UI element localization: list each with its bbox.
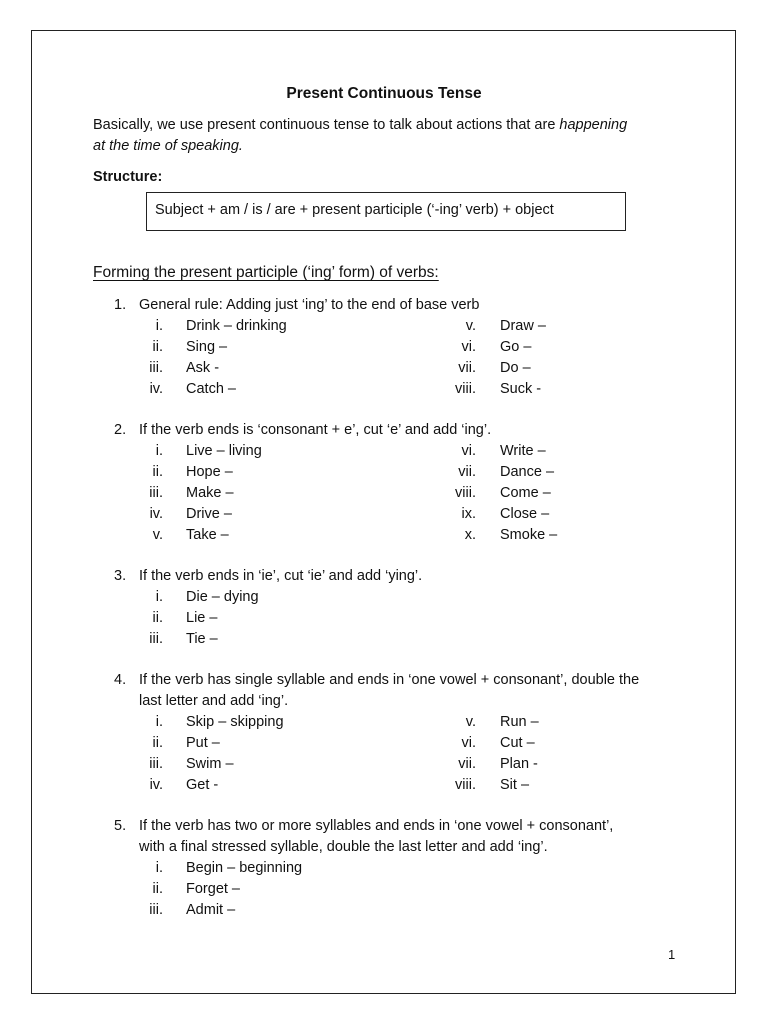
example-item: Do –: [500, 360, 531, 376]
example-numeral: v.: [152, 527, 163, 543]
example-item: Lie –: [186, 610, 218, 626]
structure-formula: Subject + am / is / are + present participle (‘-ing’ verb) + object: [155, 202, 554, 218]
example-item: Come –: [500, 485, 551, 501]
example-numeral: iii.: [149, 756, 163, 772]
example-item: Ask -: [186, 360, 220, 376]
section-heading: Forming the present participle (‘ing’ form) of verbs:: [93, 264, 439, 281]
example-numeral: iv.: [149, 506, 163, 522]
example-item: Suck -: [500, 381, 542, 397]
example-item: Skip – skipping: [186, 714, 284, 730]
example-item: Get -: [186, 777, 219, 793]
rule-text: If the verb ends is ‘consonant + e’, cut ‘e’ and add ‘ing’.: [139, 422, 492, 438]
example-numeral: vii.: [458, 360, 476, 376]
example-item: Run –: [500, 714, 539, 730]
example-numeral: ii.: [152, 735, 163, 751]
intro-text: Basically, we use present continuous tense to talk about actions that are: [93, 117, 560, 133]
example-item: Sing –: [186, 339, 228, 355]
example-numeral: v.: [465, 714, 476, 730]
rule-number: 5.: [114, 818, 127, 834]
example-numeral: viii.: [455, 485, 476, 501]
example-numeral: i.: [155, 589, 163, 605]
example-item: Die – dying: [186, 589, 259, 605]
rule-text: last letter and add ‘ing’.: [139, 693, 289, 709]
example-numeral: i.: [155, 860, 163, 876]
example-item: Tie –: [186, 631, 218, 647]
example-numeral: vii.: [458, 756, 476, 772]
structure-label: Structure:: [93, 169, 163, 185]
example-item: Hope –: [186, 464, 233, 480]
example-numeral: i.: [155, 714, 163, 730]
example-item: Catch –: [186, 381, 236, 397]
example-numeral: iii.: [149, 360, 163, 376]
rule-number: 2.: [114, 422, 127, 438]
example-numeral: vi.: [461, 339, 476, 355]
example-numeral: ii.: [152, 610, 163, 626]
example-numeral: iii.: [149, 631, 163, 647]
example-numeral: viii.: [455, 777, 476, 793]
example-item: Live – living: [186, 443, 262, 459]
example-item: Forget –: [186, 881, 240, 897]
structure-formula-box: [146, 192, 626, 231]
example-numeral: iv.: [149, 777, 163, 793]
example-item: Take –: [186, 527, 229, 543]
example-numeral: iii.: [149, 485, 163, 501]
page-number: 1: [668, 947, 676, 962]
example-item: Put –: [186, 735, 220, 751]
example-numeral: iv.: [149, 381, 163, 397]
example-item: Close –: [500, 506, 550, 522]
rule-text: If the verb ends in ‘ie’, cut ‘ie’ and add ‘ying’.: [139, 568, 423, 584]
intro-emphasis: happening: [559, 117, 628, 133]
example-item: Admit –: [186, 902, 236, 918]
intro-line-2: [93, 138, 243, 154]
rule-text: If the verb has single syllable and ends in ‘one vowel + consonant’, double the: [139, 672, 640, 688]
rule-text: If the verb has two or more syllables and ends in ‘one vowel + consonant’,: [139, 818, 614, 834]
example-numeral: iii.: [149, 902, 163, 918]
example-item: Swim –: [186, 756, 234, 772]
example-numeral: i.: [155, 443, 163, 459]
example-item: Drive –: [186, 506, 232, 522]
example-item: Begin – beginning: [186, 860, 303, 876]
rule-number: 1.: [114, 297, 127, 313]
example-item: Plan -: [500, 756, 538, 772]
example-numeral: x.: [464, 527, 476, 543]
rule-number: 3.: [114, 568, 127, 584]
example-numeral: vii.: [458, 464, 476, 480]
example-numeral: vi.: [461, 735, 476, 751]
example-numeral: v.: [465, 318, 476, 334]
example-numeral: ix.: [461, 506, 476, 522]
rule-text: General rule: Adding just ‘ing’ to the end of base verb: [139, 297, 480, 313]
example-numeral: vi.: [461, 443, 476, 459]
example-numeral: viii.: [455, 381, 476, 397]
intro-line-1: [93, 117, 627, 133]
intro-emphasis-continued: at the time of speaking.: [93, 138, 243, 154]
example-item: Cut –: [500, 735, 535, 751]
rule-text: with a final stressed syllable, double the last letter and add ‘ing’.: [139, 839, 548, 855]
example-numeral: ii.: [152, 464, 163, 480]
example-item: Draw –: [500, 318, 546, 334]
example-item: Sit –: [500, 777, 530, 793]
example-item: Smoke –: [500, 527, 558, 543]
example-numeral: ii.: [152, 339, 163, 355]
rule-number: 4.: [114, 672, 127, 688]
example-item: Dance –: [500, 464, 555, 480]
example-item: Write –: [500, 443, 546, 459]
example-item: Drink – drinking: [186, 318, 287, 334]
example-numeral: i.: [155, 318, 163, 334]
example-numeral: ii.: [152, 881, 163, 897]
example-item: Go –: [500, 339, 532, 355]
page-title: Present Continuous Tense: [286, 85, 482, 102]
example-item: Make –: [186, 485, 234, 501]
